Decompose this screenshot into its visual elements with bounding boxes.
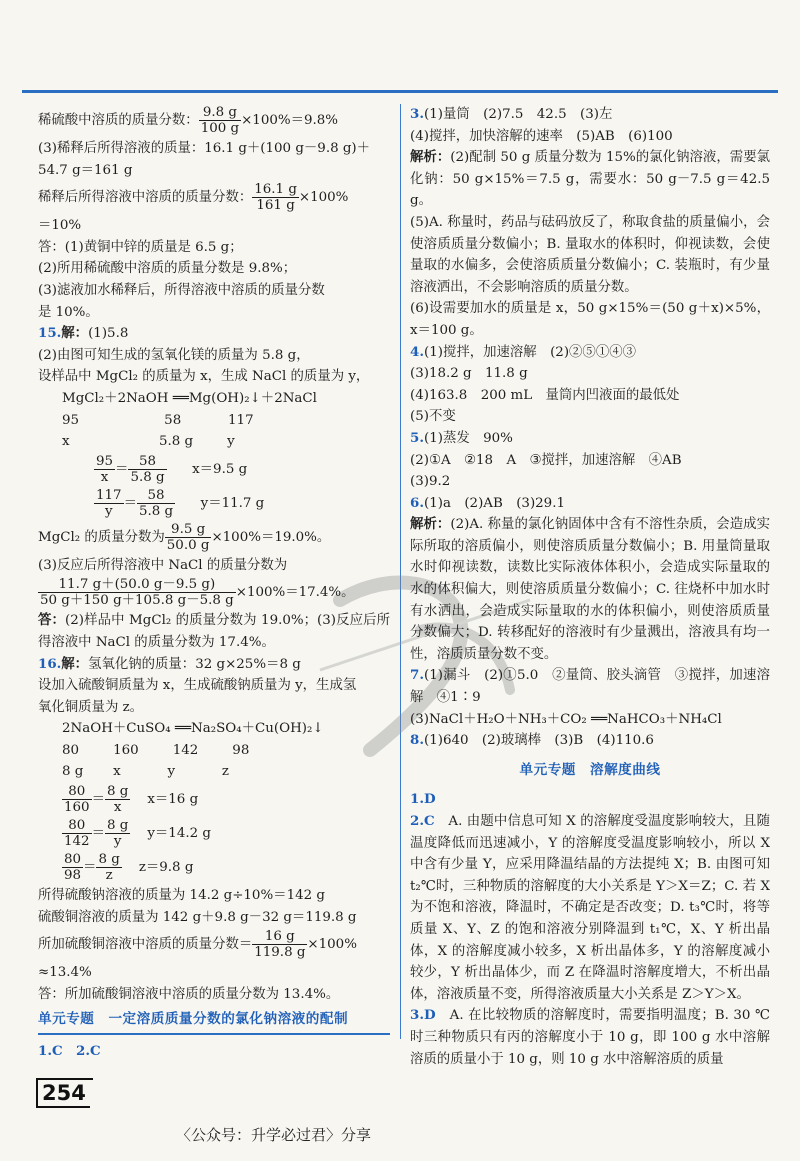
- text-line: ≈13.4%: [38, 965, 92, 981]
- question-8: 8.(1)640 (2)玻璃棒 (3)B (4)110.6: [410, 732, 654, 749]
- text-line: (3)18.2 g 11.8 g: [410, 366, 528, 382]
- section-title: 单元专题 溶解度曲线: [519, 761, 661, 778]
- formula-line: 稀释后所得溶液中溶质的质量分数： $\frac{16.1 g}{161 g}$ ×100%: [38, 182, 349, 214]
- equation-coefficients: 95 58 117: [62, 412, 254, 428]
- text-line: 氧化铜质量为 z。: [38, 699, 144, 715]
- question-7: 7.(1)漏斗 (2)①5.0 ②量筒、胶头滴管 ③搅拌，加速溶解 ④1∶9: [410, 667, 770, 706]
- ratio-line: $\frac{117}{y}$ ＝ $\frac{58}{5.8 g}$ y＝11.7 g: [96, 487, 265, 519]
- question-s1: 1.D: [410, 791, 436, 808]
- question-number: 15.: [38, 325, 62, 342]
- equation-unknowns: 8 g x y z: [62, 764, 229, 780]
- question-number: 2.: [410, 813, 424, 829]
- question-number: 5.: [410, 429, 424, 446]
- solution-label: 解：: [61, 655, 89, 672]
- analysis-text: 解析：(2)A. 称量的氯化钠固体中含有不溶性杂质，会造成实际所取的溶质偏小，则使溶质质量分数偏小；B. 用量筒量取水时仰视读数，读数比实际液体体积小，会造成实际量取的水的体积偏大，则使溶质质量分数偏小；C. 往烧杯中加水时有水洒出，会造成实际量取的水的体积偏小，则使溶质质量分数偏大；D. 转移配好的溶液时有少量溅出，溶液具有均一性，溶质质量分数不变。: [410, 516, 770, 662]
- question-16: 16.解：氢氧化钠的质量：32 g×25%＝8 g: [38, 655, 301, 672]
- ratio-line: $\frac{80}{98}$ ＝ $\frac{8 g}{z}$ z＝9.8 g: [64, 852, 194, 884]
- answer-text: 答：所加硫酸铜溶液中溶质的质量分数为 13.4%。: [38, 986, 340, 1002]
- page-number: 254: [36, 1078, 90, 1108]
- chemical-equation: 2NaOH＋CuSO₄ ══Na₂SO₄＋Cu(OH)₂↓: [62, 721, 324, 737]
- question-s2: 2.C A. 由题中信息可知 X 的溶解度受温度影响较大，且随温度降低而迅速减小，Y 的溶解度受温度影响较小，所以 X 中含有少量 Y，应采用降温结晶的方法提纯 X；B. 由图可知 t₂℃时，三种物质的溶解度的大小关系是 Y＞X＝Z；C. 若 X 为不饱和溶液，降温时，不确定是否改变；D. t₃℃时，将等质量 X、Y、Z 的饱和溶液分别降温到 t₁℃，X、Y 析出晶体，X 的溶解度减小较多，X 析出晶体多，Y 的溶解度减小较少，Y 析出晶体少，而 Z 在降温时溶解度增大，不析出晶体，溶液质量不变，所得溶液质量大小关系是 Z＞Y＞X。: [410, 813, 771, 1002]
- text-line: (2)①A ②18 A ③搅拌，加速溶解 ④AB: [410, 452, 682, 468]
- question-number: 6.: [410, 494, 424, 511]
- question-6: 6.(1)a (2)AB (3)29.1: [410, 494, 565, 511]
- left-column: [38, 104, 390, 1063]
- question-s3: 3.D A. 在比较物质的溶解度时，需要指明温度；B. 30 ℃时三种物质只有丙的溶解度小于 10 g，即 100 g 水中溶解溶质的质量小于 10 g，则 10 g 水中溶解溶质的质量: [410, 1007, 771, 1067]
- question-5: 5.(1)蒸发 90%: [410, 429, 513, 446]
- text-line: 硫酸铜溶液的质量为 142 g＋9.8 g－32 g＝119.8 g: [38, 909, 357, 925]
- equation-unknowns: x 5.8 g y: [62, 434, 235, 450]
- answer-text: 答：(2)样品中 MgCl₂ 的质量分数为 19.0%；(3)反应后所得溶液中 NaCl 的质量分数为 17.4%。: [38, 612, 390, 650]
- text-line: 是 10%。: [38, 304, 99, 320]
- text-line: (3)反应后所得溶液中 NaCl 的质量分数为: [38, 557, 288, 573]
- question-number: 16.: [38, 655, 62, 672]
- ratio-line: $\frac{80}{142}$ ＝ $\frac{8 g}{y}$ y＝14.2 g: [64, 818, 211, 850]
- right-column: [410, 104, 770, 1070]
- text-line: (2)所用稀硫酸中溶质的质量分数是 9.8%；: [38, 261, 297, 277]
- formula-line: 稀硫酸中溶质的质量分数： $\frac{9.8 g}{100 g}$ ×100%＝9.8%: [38, 105, 338, 136]
- text-paragraph: (6)设需要加水的质量是 x，50 g×15%＝(50 g＋x)×5%，x＝100 g。: [410, 301, 770, 338]
- question-number: 3.: [410, 1007, 424, 1024]
- formula-line: 所加硫酸铜溶液中溶质的质量分数＝ $\frac{16 g}{119.8 g}$ ×100%: [38, 929, 357, 961]
- text-line: 答：(1)黄铜中锌的质量是 6.5 g；: [38, 239, 243, 255]
- chemical-equation: MgCl₂＋2NaOH ══Mg(OH)₂↓＋2NaCl: [62, 390, 317, 406]
- text-line: (5)不变: [410, 409, 456, 425]
- footer-note: 〈公众号：升学必过君〉分享: [176, 1126, 372, 1144]
- question-number: 7.: [410, 667, 424, 684]
- analysis-text: 解析：(2)配制 50 g 质量分数为 15%的氯化钠溶液，需要氯化钠：50 g×15%＝7.5 g，需要水：50 g－7.5 g＝42.5 g。: [410, 149, 771, 209]
- question-number: 4.: [410, 343, 424, 360]
- question-number: 3.: [410, 106, 424, 122]
- formula-line: MgCl₂ 的质量分数为 $\frac{9.5 g}{50.0 g}$ ×100%＝19.0%。: [38, 521, 331, 553]
- ratio-line: $\frac{95}{x}$ ＝ $\frac{58}{5.8 g}$ x＝9.5 g: [96, 453, 248, 485]
- question-4: 4.(1)搅拌，加速溶解 (2)②⑤①④③: [410, 343, 636, 360]
- equation-coefficients: 80 160 142 98: [62, 742, 250, 758]
- section-title: 单元专题 一定溶质质量分数的氯化钠溶液的配制: [38, 1009, 390, 1035]
- question-3: 3.(1)量筒 (2)7.5 42.5 (3)左: [410, 106, 613, 122]
- text-line: ＝10%: [38, 218, 82, 234]
- question-number: 1.: [410, 791, 424, 808]
- text-line: 设样品中 MgCl₂ 的质量为 x，生成 NaCl 的质量为 y，: [38, 369, 370, 385]
- text-line: (4)搅拌，加快溶解的速率 (5)AB (6)100: [410, 128, 673, 144]
- text-paragraph: (5)A. 称量时，药品与砝码放反了，称取食盐的质量偏小，会使溶质质量分数偏小；B. 量取水的体积时，仰视读数，会使量取的水偏多，会使溶质质量分数偏小；C. 装瓶时，有少量溶液洒出，不会影响溶质的质量分数。: [410, 214, 770, 295]
- text-line: (3)稀释后所得溶液的质量：16.1 g＋(100 g－9.8 g)＋: [38, 141, 371, 156]
- ratio-line: $\frac{80}{160}$ ＝ $\frac{8 g}{x}$ x＝16 g: [64, 784, 199, 816]
- top-rule: [22, 90, 778, 93]
- section-answers: 1.C 2.C: [38, 1043, 101, 1060]
- formula-line: $\frac{11.7 g+(50.0 g-9.5 g)}{50 g+150 g+105.8 g-5.8 g}$ ×100%＝17.4%。: [40, 577, 355, 609]
- text-line: 54.7 g＝161 g: [38, 162, 133, 178]
- text-line: (3)NaCl＋H₂O＋NH₃＋CO₂ ══NaHCO₃＋NH₄Cl: [410, 711, 722, 727]
- question-number: 8.: [410, 732, 424, 749]
- text-line: 所得硫酸钠溶液的质量为 14.2 g÷10%＝142 g: [38, 888, 325, 904]
- text-line: (2)由图可知生成的氢氧化镁的质量为 5.8 g，: [38, 347, 310, 363]
- text-line: (3)滤液加水稀释后，所得溶液中溶质的质量分数: [38, 282, 325, 298]
- question-15: 15.解：(1)5.8: [38, 325, 129, 342]
- text-line: (3)9.2: [410, 474, 451, 490]
- text-line: 设加入硫酸铜质量为 x，生成硫酸钠质量为 y，生成氢: [38, 678, 357, 694]
- text-line: (4)163.8 200 mL 量筒内凹液面的最低处: [410, 387, 680, 403]
- solution-label: 解：: [61, 325, 89, 342]
